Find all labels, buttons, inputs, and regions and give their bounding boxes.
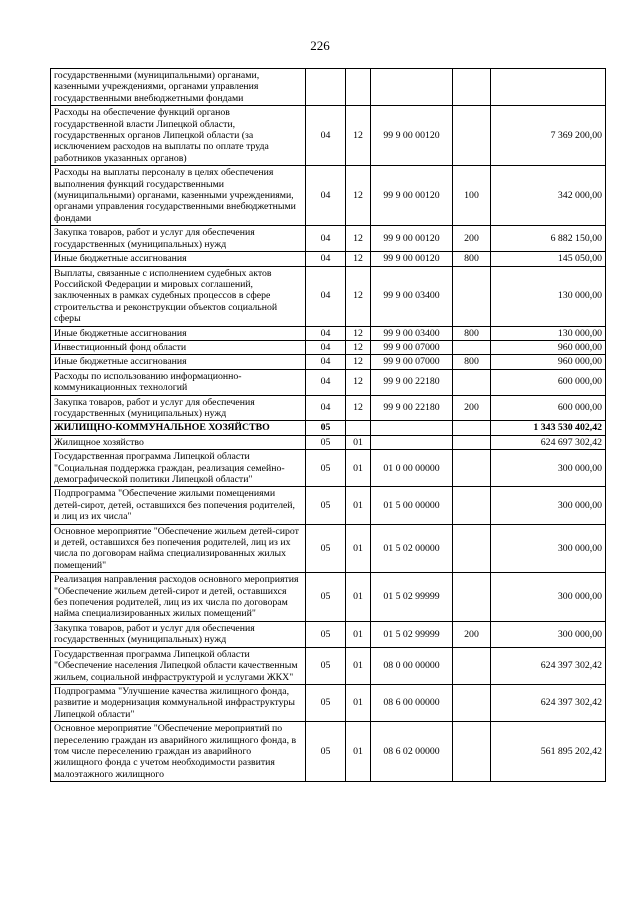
row-subsection: 12 [346,340,371,354]
row-subsection: 01 [346,450,371,487]
row-subsection: 12 [346,326,371,340]
row-amount: 624 397 302,42 [491,647,606,684]
table-row [51,435,606,449]
row-section: 05 [306,435,346,449]
row-expense-type [453,722,491,782]
row-name: Иные бюджетные ассигнования [51,252,306,266]
table-row [51,573,606,622]
row-amount: 130 000,00 [491,326,606,340]
row-name: Выплаты, связанные с исполнением судебных актов Российской Федерации и мировых соглашений, заключенных в рамках судебных процессов в сфере строительства и реконструкции объектов социальной сферы [51,266,306,326]
row-section: 04 [306,266,346,326]
row-amount [491,69,606,106]
table-row [51,621,606,647]
row-subsection: 01 [346,487,371,524]
row-section: 05 [306,450,346,487]
row-name: Инвестиционный фонд области [51,340,306,354]
row-name: государственными (муниципальными) органами, казенными учреждениями, органами управления государственными внебюджетными фондами [51,69,306,106]
table-row [51,722,606,782]
row-subsection: 12 [346,369,371,395]
row-section: 05 [306,647,346,684]
table-row [51,395,606,421]
row-subsection: 12 [346,226,371,252]
row-amount: 7 369 200,00 [491,106,606,166]
row-amount: 624 697 302,42 [491,435,606,449]
row-amount: 130 000,00 [491,266,606,326]
row-expense-type [453,340,491,354]
row-expense-type: 800 [453,355,491,369]
row-name: Государственная программа Липецкой области "Обеспечение населения Липецкой области качественным жильем, социальной инфраструктурой и услугами ЖКХ" [51,647,306,684]
row-article: 99 9 00 00120 [371,106,453,166]
row-article: 01 5 02 99999 [371,621,453,647]
row-article: 01 5 02 00000 [371,524,453,573]
row-amount: 960 000,00 [491,355,606,369]
row-section: 04 [306,106,346,166]
row-section: 04 [306,395,346,421]
table-row [51,266,606,326]
row-name: Иные бюджетные ассигнования [51,326,306,340]
row-expense-type [453,487,491,524]
row-amount: 300 000,00 [491,573,606,622]
row-article: 08 6 00 00000 [371,684,453,721]
table-row [51,647,606,684]
table-row [51,684,606,721]
budget-table [50,68,606,782]
row-subsection: 01 [346,722,371,782]
row-name: Расходы по использованию информационно-коммуникационных технологий [51,369,306,395]
row-amount: 145 050,00 [491,252,606,266]
row-expense-type [453,106,491,166]
row-expense-type [453,421,491,435]
row-expense-type [453,524,491,573]
row-article [371,435,453,449]
row-section: 05 [306,684,346,721]
row-section: 04 [306,355,346,369]
row-section: 05 [306,573,346,622]
row-expense-type [453,450,491,487]
row-name: Закупка товаров, работ и услуг для обеспечения государственных (муниципальных) нужд [51,226,306,252]
row-expense-type [453,435,491,449]
row-section: 05 [306,487,346,524]
row-amount: 300 000,00 [491,487,606,524]
row-name: Закупка товаров, работ и услуг для обеспечения государственных (муниципальных) нужд [51,621,306,647]
row-name: Закупка товаров, работ и услуг для обеспечения государственных (муниципальных) нужд [51,395,306,421]
row-subsection: 12 [346,166,371,226]
row-expense-type [453,369,491,395]
row-expense-type [453,684,491,721]
row-name: Иные бюджетные ассигнования [51,355,306,369]
row-section: 04 [306,340,346,354]
row-amount: 6 882 150,00 [491,226,606,252]
page-number: 226 [310,38,330,53]
table-row [51,226,606,252]
row-article: 99 9 00 00120 [371,166,453,226]
row-name: ЖИЛИЩНО-КОММУНАЛЬНОЕ ХОЗЯЙСТВО [51,421,306,435]
row-subsection [346,421,371,435]
row-name: Расходы на выплаты персоналу в целях обеспечения выполнения функций государственными (муниципальными) органами, казенными учреждениями, органами управления государственными внебюджетными фондами [51,166,306,226]
row-subsection: 01 [346,435,371,449]
row-subsection: 12 [346,395,371,421]
row-expense-type [453,647,491,684]
row-article: 99 9 00 00120 [371,252,453,266]
row-amount: 624 397 302,42 [491,684,606,721]
row-section: 04 [306,252,346,266]
row-expense-type [453,573,491,622]
row-article: 08 0 00 00000 [371,647,453,684]
row-section: 05 [306,524,346,573]
row-amount: 342 000,00 [491,166,606,226]
row-subsection: 12 [346,252,371,266]
row-article: 08 6 02 00000 [371,722,453,782]
row-name: Основное мероприятие "Обеспечение жильем детей-сирот и детей, оставшихся без попечения родителей, лиц из их числа по договорам найма специализированных жилых помещений" [51,524,306,573]
row-section: 04 [306,369,346,395]
row-section: 04 [306,326,346,340]
row-amount: 600 000,00 [491,369,606,395]
table-row [51,369,606,395]
row-article: 99 9 00 22180 [371,395,453,421]
row-name: Основное мероприятие "Обеспечение мероприятий по переселению граждан из аварийного жилищного фонда, в том числе переселению граждан из аварийного жилищного фонда с учетом необходимости развития малоэтажного жилищного [51,722,306,782]
table-row [51,340,606,354]
row-subsection: 01 [346,573,371,622]
table-row [51,524,606,573]
table-row [51,106,606,166]
table-row [51,450,606,487]
row-article: 99 9 00 22180 [371,369,453,395]
row-article: 01 5 02 99999 [371,573,453,622]
row-article: 01 0 00 00000 [371,450,453,487]
row-amount: 300 000,00 [491,524,606,573]
row-name: Подпрограмма "Улучшение качества жилищного фонда, развитие и модернизация коммунальной инфраструктуры Липецкой области" [51,684,306,721]
row-amount: 960 000,00 [491,340,606,354]
row-article: 99 9 00 03400 [371,326,453,340]
row-subsection: 12 [346,106,371,166]
row-section: 04 [306,166,346,226]
row-subsection: 01 [346,684,371,721]
row-article [371,421,453,435]
row-name: Расходы на обеспечение функций органов государственной власти Липецкой области, государственных органов Липецкой области (за исключением расходов на выплаты по оплате труда работников указанных органов) [51,106,306,166]
table-row [51,487,606,524]
row-subsection: 01 [346,524,371,573]
row-subsection [346,69,371,106]
row-section: 04 [306,226,346,252]
row-name: Государственная программа Липецкой области "Социальная поддержка граждан, реализация семейно-демографической политики Липецкой области" [51,450,306,487]
row-article: 01 5 00 00000 [371,487,453,524]
row-article: 99 9 00 07000 [371,340,453,354]
row-name: Жилищное хозяйство [51,435,306,449]
table-row [51,421,606,435]
row-section [306,69,346,106]
row-name: Подпрограмма "Обеспечение жилыми помещениями детей-сирот, детей, оставшихся без попечения родителей, и лиц из их числа" [51,487,306,524]
row-subsection: 12 [346,355,371,369]
row-expense-type: 200 [453,395,491,421]
table-row [51,69,606,106]
row-expense-type: 800 [453,326,491,340]
table-row [51,355,606,369]
row-subsection: 12 [346,266,371,326]
table-row [51,166,606,226]
row-amount: 1 343 530 402,42 [491,421,606,435]
row-name: Реализация направления расходов основного мероприятия "Обеспечение жильем детей-сирот и детей, оставшихся без попечения родителей, лиц из их числа по договорам найма специализированных жилых помещений" [51,573,306,622]
row-expense-type: 100 [453,166,491,226]
row-expense-type: 200 [453,621,491,647]
row-section: 05 [306,421,346,435]
table-row [51,252,606,266]
row-expense-type [453,266,491,326]
row-amount: 600 000,00 [491,395,606,421]
row-article: 99 9 00 00120 [371,226,453,252]
row-expense-type: 800 [453,252,491,266]
row-amount: 300 000,00 [491,621,606,647]
row-amount: 561 895 202,42 [491,722,606,782]
row-amount: 300 000,00 [491,450,606,487]
row-expense-type [453,69,491,106]
row-section: 05 [306,621,346,647]
row-expense-type: 200 [453,226,491,252]
row-article [371,69,453,106]
row-section: 05 [306,722,346,782]
row-article: 99 9 00 03400 [371,266,453,326]
row-subsection: 01 [346,621,371,647]
table-row [51,326,606,340]
row-article: 99 9 00 07000 [371,355,453,369]
row-subsection: 01 [346,647,371,684]
